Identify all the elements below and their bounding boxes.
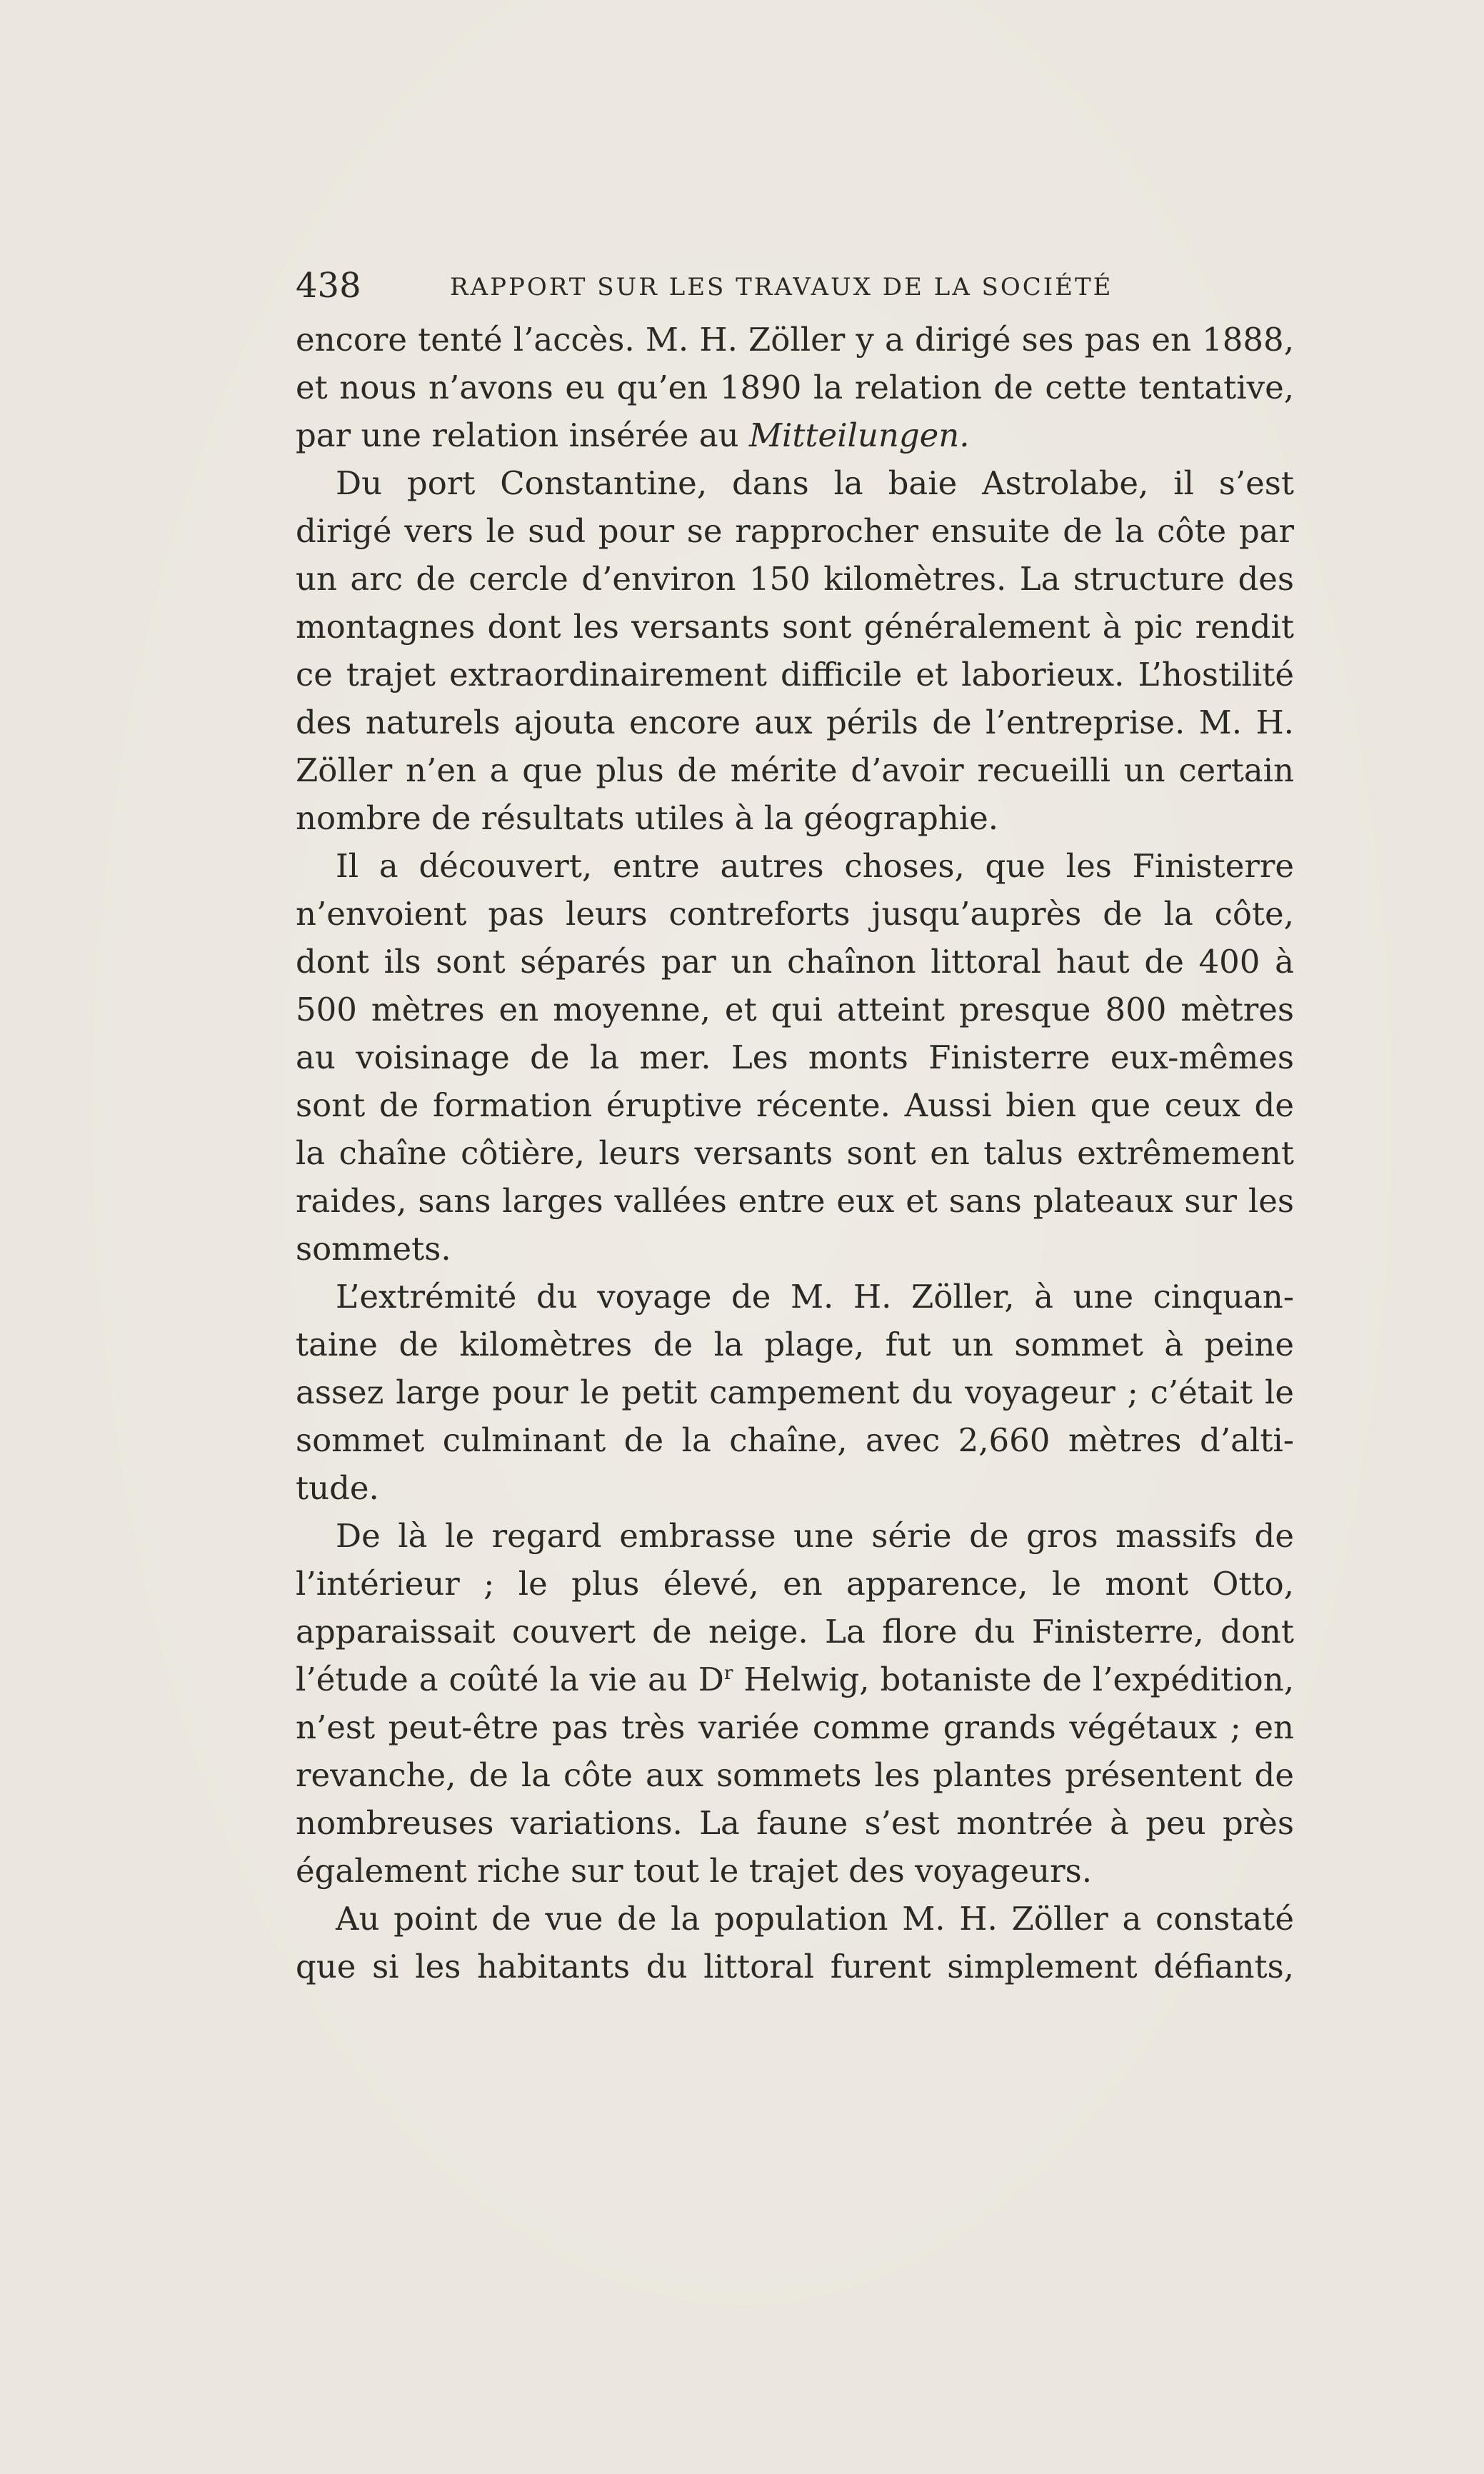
text-line (296, 411, 1294, 459)
text-line: sont de formation éruptive récente. Aussi bien que ceux de (296, 1086, 1294, 1124)
text-line: dont ils sont séparés par un chaînon littoral haut de 400 à (296, 943, 1294, 981)
text-line (296, 1656, 1294, 1703)
text-line: des naturels ajouta encore aux périls de l’entreprise. M. H. (296, 703, 1294, 741)
text-line: ce trajet extraordinairement difficile et laborieux. L’hostilité (296, 656, 1294, 693)
text-segment: l’étude a coûté la vie au D (296, 1661, 724, 1698)
text-line: revanche, de la côte aux sommets les plantes présentent de (296, 1756, 1294, 1794)
text-line: taine de kilomètres de la plage, fut un sommet à peine (296, 1326, 1294, 1363)
running-head (296, 263, 1294, 309)
text-segment: par une relation insérée au (296, 416, 749, 454)
text-line: assez large pour le petit campement du voyageur ; c’était le (296, 1373, 1294, 1411)
text-line: 500 mètres en moyenne, et qui atteint presque 800 mètres (296, 991, 1294, 1028)
text-line: raides, sans larges vallées entre eux et sans plateaux sur les (296, 1182, 1294, 1220)
text-line: également riche sur tout le trajet des voyageurs. (296, 1852, 1093, 1890)
text-line: la chaîne côtière, leurs versants sont en talus extrêmement (296, 1134, 1294, 1172)
paragraph-first-line: L’extrémité du voyage de M. H. Zöller, à une cinquan- (336, 1278, 1294, 1316)
text-line: n’envoient pas leurs contreforts jusqu’auprès de la côte, (296, 895, 1294, 933)
text-line: sommet culminant de la chaîne, avec 2,660 mètres d’alti- (296, 1421, 1294, 1459)
journal-title: Mitteilungen. (748, 416, 970, 454)
body-text (296, 316, 1294, 1990)
text-line: que si les habitants du littoral furent simplement défiants, (296, 1948, 1294, 1985)
running-title: RAPPORT SUR LES TRAVAUX DE LA SOCIÉTÉ (450, 273, 1113, 301)
text-line: nombre de résultats utiles à la géographie. (296, 799, 999, 837)
text-line: au voisinage de la mer. Les monts Finisterre eux-mêmes (296, 1038, 1294, 1076)
text-line: encore tenté l’accès. M. H. Zöller y a dirigé ses pas en 1888, (296, 321, 1294, 359)
text-line: l’intérieur ; le plus élevé, en apparence, le mont Otto, (296, 1565, 1294, 1603)
paragraph-first-line: De là le regard embrasse une série de gros massifs de (336, 1517, 1294, 1555)
superscript: r (723, 1663, 733, 1684)
text-line: et nous n’avons eu qu’en 1890 la relation de cette tentative, (296, 369, 1294, 406)
text-line: tude. (296, 1469, 379, 1507)
text-line: un arc de cercle d’environ 150 kilomètres. La structure des (296, 560, 1294, 598)
text-line: montagnes dont les versants sont généralement à pic rendit (296, 608, 1294, 646)
page-number: 438 (296, 266, 361, 306)
text-line: apparaissait couvert de neige. La flore du Finisterre, dont (296, 1613, 1294, 1651)
paragraph-first-line: Du port Constantine, dans la baie Astrolabe, il s’est (336, 464, 1294, 502)
text-line: sommets. (296, 1230, 451, 1268)
paragraph-first-line: Il a découvert, entre autres choses, que les Finisterre (336, 847, 1294, 885)
text-segment: Helwig, botaniste de l’expédition, (733, 1661, 1294, 1698)
text-line: Zöller n’en a que plus de mérite d’avoir recueilli un certain (296, 751, 1294, 789)
text-line: nombreuses variations. La faune s’est montrée à peu près (296, 1804, 1294, 1842)
text-line: n’est peut-être pas très variée comme grands végétaux ; en (296, 1708, 1294, 1746)
paragraph-first-line: Au point de vue de la population M. H. Zöller a constaté (336, 1900, 1294, 1938)
text-line: dirigé vers le sud pour se rapprocher ensuite de la côte par (296, 512, 1294, 550)
